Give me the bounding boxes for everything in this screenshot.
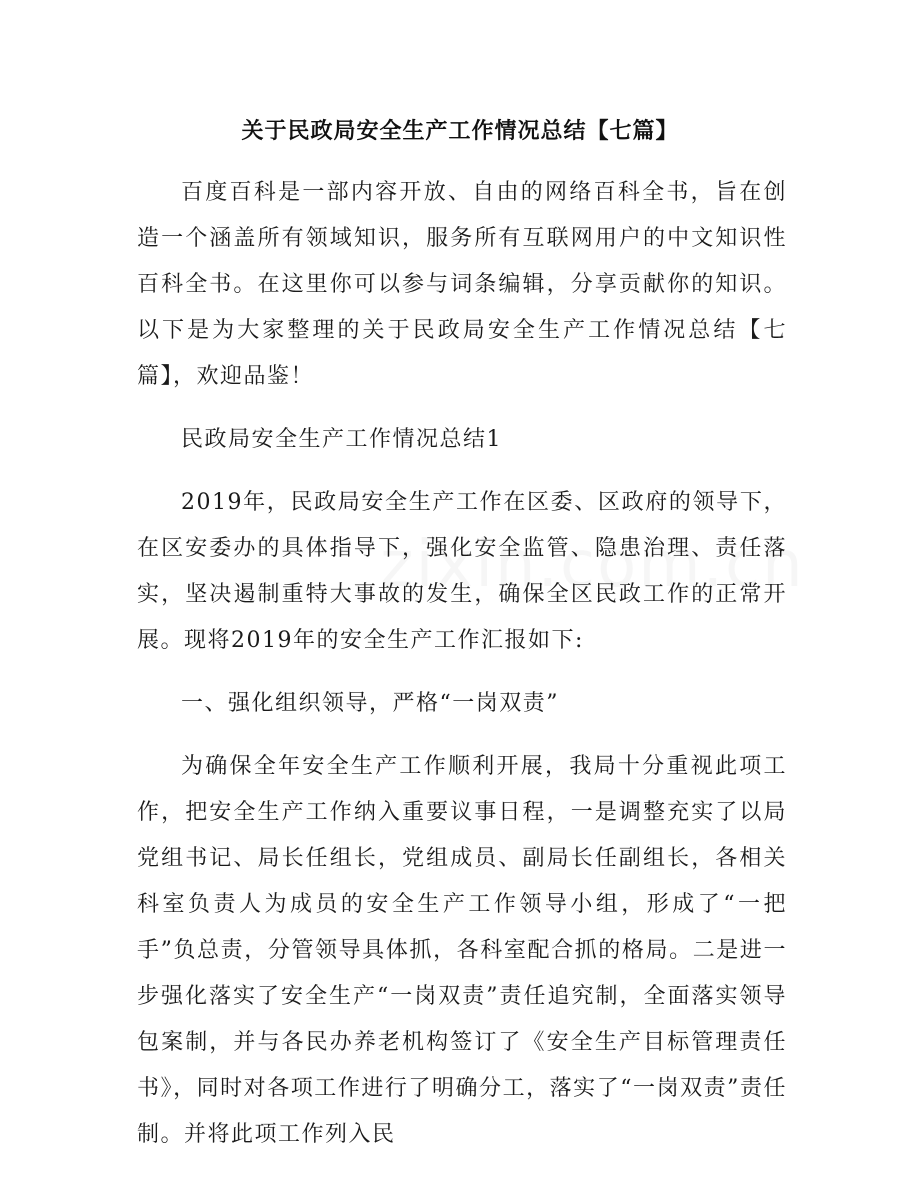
document-body [137,170,787,1175]
subsection-heading-1: 一、强化组织领导，严格“一岗双责” [181,691,559,716]
section-heading-1: 民政局安全生产工作情况总结1 [181,427,502,452]
body-paragraph-2019: 2019年，民政局安全生产工作在区委、区政府的领导下，在区安委办的具体指导下，强化安全监管、隐患治理、责任落实，坚决遏制重特大事故的发生，确保全区民政工作的正常开展。现将2019年的安全生产工作汇报如下: [137,490,787,653]
body-paragraph-organization: 为确保全年安全生产工作顺利开展，我局十分重视此项工作，把安全生产工作纳入重要议事日程，一是调整充实了以局党组书记、局长任组长，党组成员、副局长任副组长，各相关科室负责人为成员的安全生产工作领导小组，形成了“一把手”负总责，分管领导具体抓，各科室配合抓的格局。二是进一步强化落实了安全生产“一岗双责”责任追究制，全面落实领导包案制，并与各民办养老机构签订了《安全生产目标管理责任书》，同时对各项工作进行了明确分工，落实了“一岗双责”责任制。并将此项工作列入民 [137,754,787,1147]
document-title: 关于民政局安全生产工作情况总结【七篇】 [241,119,679,144]
intro-paragraph: 百度百科是一部内容开放、自由的网络百科全书，旨在创造一个涵盖所有领域知识，服务所有互联网用户的中文知识性百科全书。在这里你可以参与词条编辑，分享贡献你的知识。以下是为大家整理的关于民政局安全生产工作情况总结【七篇】，欢迎品鉴！ [137,180,787,389]
